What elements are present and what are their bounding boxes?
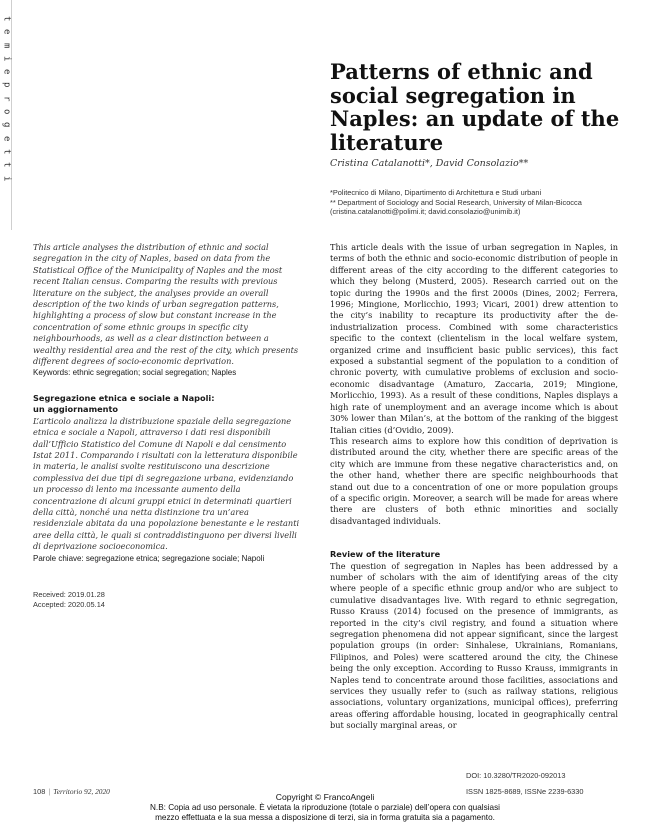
abstract-italian: L’articolo analizza la distribuzione spaziale della segregazione etnica e sociale a Napoli, attraverso i dati resi disponibili dall’Ufficio Statistico del Comune di Napoli e dal censimento Istat 2011. Comparando i risultati con la letteratura disponibile in materia, le analisi svolte restituiscono una descrizione complessiva dei due tipi di segregazione urbana, evidenziando un processo di lento ma incessante aumento della concentrazione di alcuni gruppi etnici in determinati quartieri della città, nonché una netta distinzione tra un’area residenziale abitata da una popolazione benestante e le restanti aree della città, le quali si contraddistinguono per diversi livelli di deprivazione socioeconomica. — [33, 415, 300, 552]
article-title: Patterns of ethnic and social segregation in Naples: an update of the literature — [330, 59, 620, 155]
article-authors: Cristina Catalanotti*, David Consolazio** — [330, 158, 529, 169]
affiliation-line: *Politecnico di Milano, Dipartimento di Architettura e Studi urbani — [330, 188, 542, 197]
sidebar-letter: p — [1, 82, 12, 88]
sidebar-letter: o — [1, 109, 12, 115]
issn: ISSN 1825-8689, ISSNe 2239-6330 — [466, 787, 584, 796]
body-paragraph: This article deals with the issue of urban segregation in Naples, in terms of both the ethnic and socio-economic distribution of people in different areas of the city according to the different categories to which they belong (Musterd, 2005). Research carried out on the topic during the 1990s and the first 2000s (Dines, 2002; Ferrera, 1996; Mingione, Morlicchio, 1993; Vicari, 2001) drew attention to the city’s inability to recapture its productivity after the de-industrialization process. Combined with some characteristics specific to the context (clientelism in the local welfare system, organized crime and insufficient basic public services), this fact exposed a substantial segment of the population to a condition of chronic poverty, with cumulative problems of exclusion and socio-economic disadvantage (Amaturo, Zaccaria, 2019; Mingione, Morlicchio, 1993). As a result of these conditions, Naples displays a high rate of unemployment and an average income which is about 30% lower than Milan’s, at the bottom of the ranking of the biggest Italian cities (d’Ovidio, 2009). — [330, 242, 618, 435]
sidebar-letter: i — [1, 175, 12, 181]
abstract-english: This article analyses the distribution of ethnic and social segregation in the city of Naples, based on data from the Statistical Office of the Municipality of Naples and the most recent Italian census. Comparing the results with previous literature on the subject, the analyses provide an overall description of the two kinds of urban segregation patterns, highlighting a process of slow but constant increase in the concentration of some ethnic groups in specific city neighbourhoods, as well as a clear distinction between a wealthy residential area and the rest of the city, which presents different degrees of socio-economic deprivation. — [33, 242, 299, 367]
sidebar-letter: t — [1, 162, 12, 168]
copyright-line: Copyright © FrancoAngeli — [275, 792, 375, 802]
author-affiliations — [330, 188, 630, 217]
sidebar-letter: m — [1, 42, 12, 48]
body-paragraph: This research aims to explore how this condition of deprivation is distributed around the city, whether there are specific areas of the city which are immune from these negative characteristics and, on the other hand, whether there are specific neighbourhoods that stand out due to a concentration of one or more population groups of a specific origin. Moreover, a search will be made for areas where there are clusters of both ethnic minorities and socially disadvantaged individuals. — [330, 435, 618, 526]
accepted-date: Accepted: 2020.05.14 — [33, 599, 105, 609]
sidebar-letter: e — [1, 69, 12, 75]
keywords-italian: Parole chiave: segregazione etnica; segregazione sociale; Napoli — [33, 553, 265, 563]
abstract-column — [33, 242, 301, 609]
doi: DOI: 10.3280/TR2020-092013 — [466, 771, 566, 780]
page-number: 108 — [33, 787, 46, 796]
footer-separator: | — [48, 787, 51, 796]
notice-line: N.B: Copia ad uso personale. È vietata la riproduzione (totale o parziale) dell’opera con qualsiasi — [150, 803, 500, 812]
italian-abstract-heading — [33, 393, 301, 416]
notice-line: mezzo effettuata e la sua messa a disposizione di terzi, sia in forma gratuita sia a pagamento. — [155, 813, 495, 823]
italian-heading-line: Segregazione etnica e sociale a Napoli: — [33, 392, 215, 403]
sidebar-letter: e — [1, 29, 12, 35]
section-heading: Review of the literature — [330, 549, 441, 560]
body-paragraph: The question of segregation in Naples has been addressed by a number of scholars with the aim of identifying areas of the city where people of a specific ethnic group and/or who are subject to cumulative disadvantages live. With regard to ethnic segregation, Russo Krauss (2014) focused on the presence of immigrants, as reported in the city’s civil registry, and found a situation where segregation phenomena did not appear significant, since the largest population groups (in order: Sinhalese, Ukrainians, Romanians, Filipinos, and Poles) were scattered around the city, the Chinese being the only exception. According to Russo Krauss, immigrants in Naples tend to concentrate around those facilities, associations and services they usually refer to (such as railway stations, religious associations, voluntary organizations, municipal offices), preferring areas offering affordable housing, located in geographically central but socially marginal areas, or — [330, 560, 618, 731]
body-column — [330, 242, 618, 732]
received-date: Received: 2019.01.28 — [33, 589, 105, 599]
affiliation-line: ** Department of Sociology and Social Research, University of Milan-Bicocca — [330, 197, 582, 207]
author-emails: (cristina.catalanotti@polimi.it; david.consolazio@unimib.it) — [330, 207, 521, 217]
section-sidebar — [0, 0, 12, 230]
journal-name: Territorio 92, 2020 — [53, 787, 110, 796]
sidebar-letter: t — [1, 15, 12, 22]
sidebar-letter: i — [1, 55, 12, 62]
sidebar-letter: t — [1, 148, 12, 155]
keywords-english: Keywords: ethnic segregation; social segregation; Naples — [33, 368, 237, 378]
italian-heading-line: un aggiornamento — [33, 404, 119, 415]
submission-dates — [33, 590, 301, 609]
sidebar-letter: e — [1, 135, 12, 142]
usage-notice — [0, 803, 650, 824]
sidebar-letter: r — [1, 95, 12, 102]
sidebar-letter: g — [1, 122, 12, 128]
